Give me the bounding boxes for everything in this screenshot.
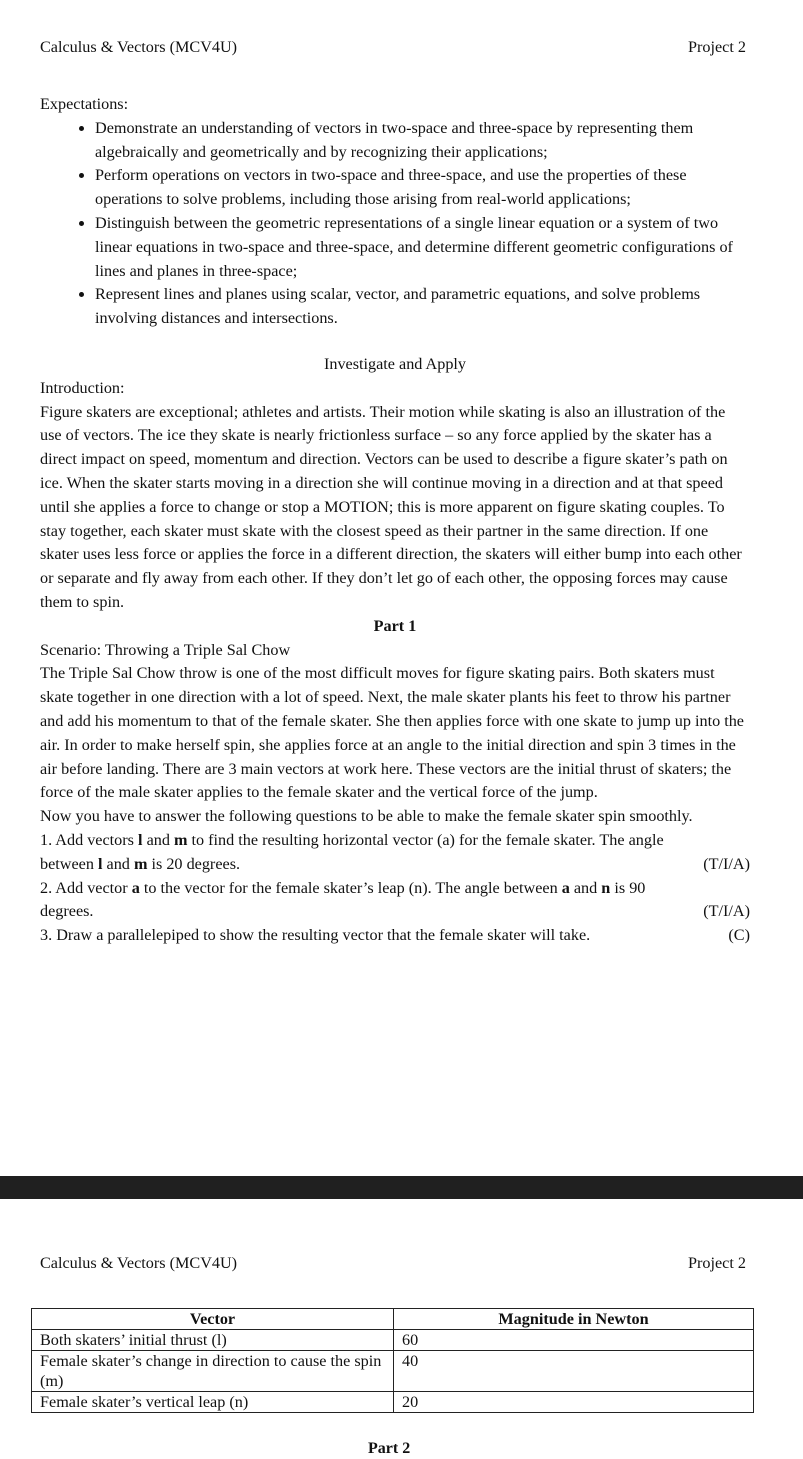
table-row — [32, 1392, 754, 1413]
project-label: Project 2 — [688, 1254, 746, 1272]
magnitude-cell: 40 — [394, 1351, 754, 1392]
vector-cell: Female skater’s change in direction to cause the spin (m) — [32, 1351, 394, 1392]
vector-cell: Both skaters’ initial thrust (l) — [32, 1330, 394, 1351]
question-2-mark: (T/I/A) — [703, 902, 750, 921]
question-1-line-2: between l and m is 20 degrees. (T/I/A) — [40, 853, 750, 877]
question-2-line-2: degrees. (T/I/A) — [40, 900, 750, 924]
questions-prompt: Now you have to answer the following questions to be able to make the female skater spin smoothly. — [40, 807, 693, 826]
question-3-mark: (C) — [728, 926, 750, 945]
document-body — [40, 93, 750, 948]
scenario-title: Scenario: Throwing a Triple Sal Chow — [40, 640, 291, 659]
table-header-row — [32, 1309, 754, 1330]
question-1: 1. Add vectors l and m to find the resulting horizontal vector (a) for the female skater. The angle — [40, 830, 664, 849]
introduction-text: Figure skaters are exceptional; athletes and artists. Their motion while skating is also an illustration of the use of vectors. The ice they skate is nearly frictionless surface – so any force applied by the skater has a direct impact on speed, momentum and direction. Vectors can be used to describe a figure skater’s path on ice. When the skater starts moving in a direction she will continue moving in a direction and at that speed until she applies a force to change or stop a MOTION; this is more apparent on figure skating couples. To stay together, each skater must skate with the closest speed as their partner in the same direction. If one skater uses less force or applies the force in a different direction, the skaters will either bump into each other or separate and fly away from each other. If they don’t let go of each other, the opposing forces may cause them to spin. — [40, 402, 742, 611]
magnitude-cell: 60 — [394, 1330, 754, 1351]
expectation-item: • Distinguish between the geometric representations of a single linear equation or a system of two linear equations in two-space and three-space, and determine different geometric configurations of lines and planes in three-space; — [95, 212, 750, 283]
question-1-mark: (T/I/A) — [703, 854, 750, 873]
course-title: Calculus & Vectors (MCV4U) — [40, 38, 238, 56]
course-title: Calculus & Vectors (MCV4U) — [40, 1254, 238, 1272]
vector-table — [31, 1308, 754, 1413]
page-2 — [0, 1199, 803, 1457]
table-row — [32, 1351, 754, 1392]
expectation-item: • Demonstrate an understanding of vectors in two-space and three-space by representing them algebraically and geometrically and by recognizing their applications; — [95, 117, 750, 165]
question-2: 2. Add vector a to the vector for the female skater’s leap (n). The angle between a and n is 90 — [40, 878, 646, 897]
question-3: 3. Draw a parallelepiped to show the resulting vector that the female skater will take. (C) — [40, 924, 750, 948]
expectations-list — [40, 117, 750, 331]
page-header — [40, 1254, 746, 1273]
page-header — [40, 38, 746, 57]
expectations-heading: Expectations: — [40, 95, 129, 113]
vector-cell: Female skater’s vertical leap (n) — [32, 1392, 394, 1413]
column-header-magnitude: Magnitude in Newton — [394, 1309, 754, 1330]
project-label: Project 2 — [688, 38, 746, 56]
expectation-item: • Represent lines and planes using scalar, vector, and parametric equations, and solve problems involving distances and intersections. — [95, 283, 750, 331]
part2-title-cut-off: Part 2 — [368, 1440, 411, 1457]
introduction-heading: Introduction: — [40, 378, 125, 397]
column-header-vector: Vector — [32, 1309, 394, 1330]
magnitude-cell: 20 — [394, 1392, 754, 1413]
page-separator — [0, 1176, 803, 1199]
scenario-text: The Triple Sal Chow throw is one of the most difficult moves for figure skating pairs. Both skaters must skate together in one direction with a lot of speed. Next, the male skater plants his feet to throw his partner and add his momentum to that of the female skater. She then applies force with one skate to jump up into the air. In order to make herself spin, she applies force at an angle to the initial direction and spin 3 times in the air before landing. There are 3 main vectors at work here. These vectors are the initial thrust of skaters; the force of the male skater applies to the female skater and the vertical force of the jump. — [40, 664, 744, 802]
expectation-item: • Perform operations on vectors in two-space and three-space, and use the properties of these operations to solve problems, including those arising from real-world applications; — [95, 164, 750, 212]
table-row — [32, 1330, 754, 1351]
section-title: Investigate and Apply — [323, 354, 467, 373]
part1-title: Part 1 — [373, 616, 417, 635]
